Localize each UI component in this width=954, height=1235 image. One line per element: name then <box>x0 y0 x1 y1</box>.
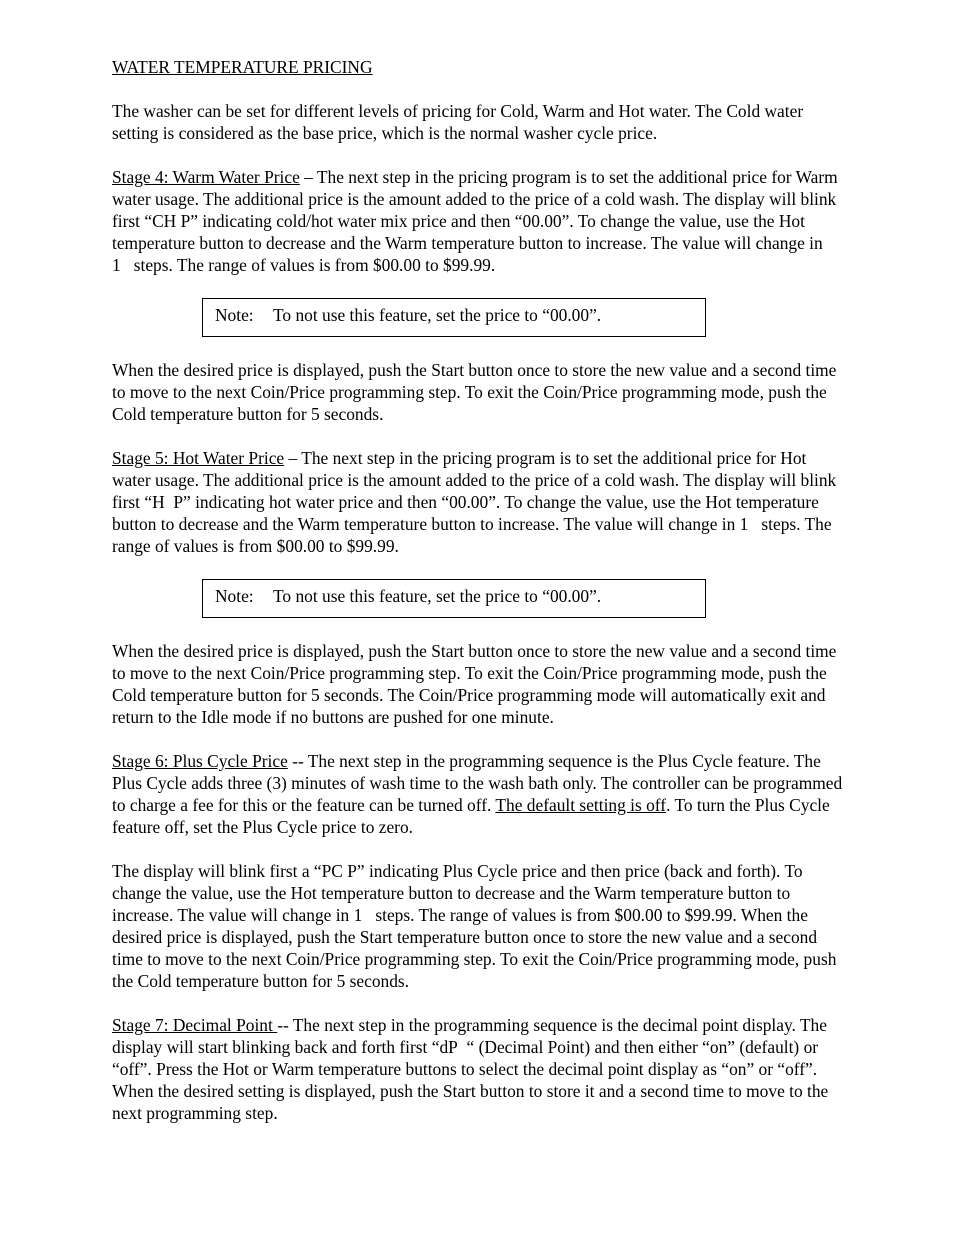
stage6-default-text: The default setting is off <box>495 795 667 815</box>
stage4-after-paragraph: When the desired price is displayed, push the Start button once to store the new value and a second time to move to the next Coin/Price programming step. To exit the Coin/Price programming mode, push the Cold temperature button for 5 seconds. <box>112 360 837 424</box>
stage5-note-label: Note: <box>215 586 254 606</box>
stage4-note-box <box>202 298 706 337</box>
stage6-body-a: -- The next step in the programming sequence is the Plus Cycle feature. The Plus Cycle adds three (3) minutes of wash time to the wash bath only. The controller can be programmed to charge a fee for this or the feature can be turned off. <box>112 751 843 815</box>
stage4-body: – The next step in the pricing program is to set the additional price for Warm water usage. The additional price is the amount added to the price of a cold wash. The display will blink first “CH P” indicating cold/hot water mix price and then “00.00”. To change the value, use the Hot temperature button to decrease and the Warm temperature button to increase. The value will change in 1 steps. The range of values is from $00.00 to $99.99. <box>112 167 838 275</box>
intro-paragraph: The washer can be set for different levels of pricing for Cold, Warm and Hot water. The Cold water setting is considered as the base price, which is the normal washer cycle price. <box>112 101 804 143</box>
stage6-title: Stage 6: Plus Cycle Price <box>112 751 288 771</box>
stage4-title: Stage 4: Warm Water Price <box>112 167 300 187</box>
stage7-paragraph <box>112 1014 847 1124</box>
section-heading <box>112 56 847 78</box>
stage5-paragraph <box>112 447 847 557</box>
stage6-paragraph <box>112 750 847 838</box>
stage5-note-box <box>202 579 706 618</box>
stage5-after-paragraph: When the desired price is displayed, push the Start button once to store the new value and a second time to move to the next Coin/Price programming step. To exit the Coin/Price programming mode, push the Cold temperature button for 5 seconds. The Coin/Price programming mode will automatically exit and return to the Idle mode if no buttons are pushed for one minute. <box>112 641 837 727</box>
stage5-note-text: To not use this feature, set the price to “00.00”. <box>273 586 602 606</box>
document-page <box>112 56 847 1146</box>
stage4-note-text: To not use this feature, set the price to “00.00”. <box>273 305 602 325</box>
stage5-body: – The next step in the pricing program is to set the additional price for Hot water usage. The additional price is the amount added to the price of a cold wash. The display will blink first “H P” indicating hot water price and then “00.00”. To change the value, use the Hot temperature button to decrease and the Warm temperature button to increase. The value will change in 1 steps. The range of values is from $00.00 to $99.99. <box>112 448 837 556</box>
stage6-display-paragraph: The display will blink first a “PC P” indicating Plus Cycle price and then price (back and forth). To change the value, use the Hot temperature button to decrease and the Warm temperature button to increase. The value will change in 1 steps. The range of values is from $00.00 to $99.99. When the desired price is displayed, push the Start temperature button once to store the new value and a second time to move to the next Coin/Price programming step. To exit the Coin/Price programming mode, push the Cold temperature button for 5 seconds. <box>112 861 837 991</box>
stage4-paragraph <box>112 166 847 276</box>
stage7-body: -- The next step in the programming sequence is the decimal point display. The display will start blinking back and forth first “dP “ (Decimal Point) and then either “on” (default) or “off”. Press the Hot or Warm temperature buttons to select the decimal point display as “on” or “off”. When the desired setting is displayed, push the Start button to store it and a second time to move to the next programming step. <box>112 1015 829 1123</box>
section-heading-text: WATER TEMPERATURE PRICING <box>112 57 373 77</box>
stage6-body-b: . To turn the Plus Cycle feature off, set the Plus Cycle price to zero. <box>112 795 830 837</box>
stage4-note-label: Note: <box>215 305 254 325</box>
stage5-title: Stage 5: Hot Water Price <box>112 448 285 468</box>
stage7-title: Stage 7: Decimal Point <box>112 1015 278 1035</box>
